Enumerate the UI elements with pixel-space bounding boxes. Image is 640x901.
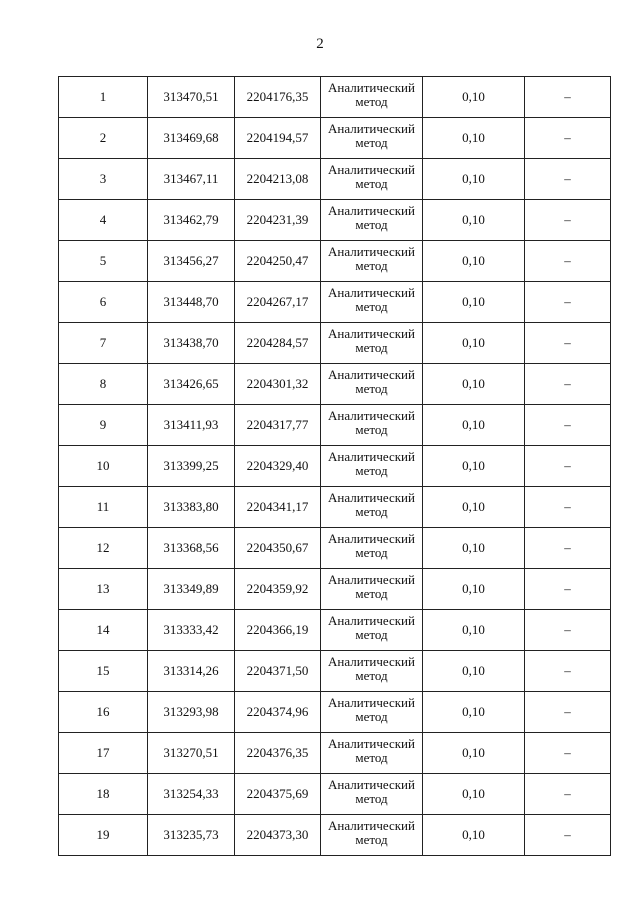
accuracy-cell: 0,10 (423, 364, 525, 405)
method-line-2: метод (355, 299, 388, 314)
method-line-1: Аналитический (328, 736, 415, 751)
y-coordinate-cell: 2204373,30 (235, 815, 321, 856)
table-row (59, 282, 611, 323)
y-coordinate-cell: 2204267,17 (235, 282, 321, 323)
x-coordinate-cell: 313411,93 (148, 405, 235, 446)
table-row (59, 446, 611, 487)
y-coordinate-cell: 2204375,69 (235, 774, 321, 815)
y-coordinate-cell: 2204376,35 (235, 733, 321, 774)
table-row (59, 815, 611, 856)
note-cell: – (525, 200, 611, 241)
note-cell: – (525, 446, 611, 487)
method-line-2: метод (355, 586, 388, 601)
point-number-cell: 4 (59, 200, 148, 241)
method-line-2: метод (355, 94, 388, 109)
method-line-1: Аналитический (328, 818, 415, 833)
accuracy-cell: 0,10 (423, 282, 525, 323)
method-cell (321, 569, 423, 610)
method-cell (321, 815, 423, 856)
table-row (59, 610, 611, 651)
point-number-cell: 2 (59, 118, 148, 159)
x-coordinate-cell: 313448,70 (148, 282, 235, 323)
table-row (59, 651, 611, 692)
accuracy-cell: 0,10 (423, 692, 525, 733)
coordinates-table (58, 76, 611, 856)
method-cell (321, 405, 423, 446)
method-line-1: Аналитический (328, 777, 415, 792)
note-cell: – (525, 159, 611, 200)
table-row (59, 200, 611, 241)
note-cell: – (525, 692, 611, 733)
method-cell (321, 77, 423, 118)
point-number-cell: 7 (59, 323, 148, 364)
note-cell: – (525, 569, 611, 610)
method-line-2: метод (355, 340, 388, 355)
point-number-cell: 1 (59, 77, 148, 118)
point-number-cell: 17 (59, 733, 148, 774)
method-line-1: Аналитический (328, 244, 415, 259)
note-cell: – (525, 241, 611, 282)
table-row (59, 528, 611, 569)
y-coordinate-cell: 2204301,32 (235, 364, 321, 405)
point-number-cell: 3 (59, 159, 148, 200)
accuracy-cell: 0,10 (423, 405, 525, 446)
accuracy-cell: 0,10 (423, 815, 525, 856)
note-cell: – (525, 323, 611, 364)
y-coordinate-cell: 2204176,35 (235, 77, 321, 118)
method-line-2: метод (355, 422, 388, 437)
note-cell: – (525, 77, 611, 118)
method-line-1: Аналитический (328, 121, 415, 136)
method-cell (321, 200, 423, 241)
method-cell (321, 323, 423, 364)
method-line-2: метод (355, 258, 388, 273)
table-row (59, 77, 611, 118)
method-line-1: Аналитический (328, 572, 415, 587)
point-number-cell: 5 (59, 241, 148, 282)
method-line-1: Аналитический (328, 654, 415, 669)
accuracy-cell: 0,10 (423, 323, 525, 364)
note-cell: – (525, 610, 611, 651)
method-line-2: метод (355, 504, 388, 519)
method-line-1: Аналитический (328, 695, 415, 710)
x-coordinate-cell: 313426,65 (148, 364, 235, 405)
method-line-2: метод (355, 832, 388, 847)
x-coordinate-cell: 313469,68 (148, 118, 235, 159)
y-coordinate-cell: 2204329,40 (235, 446, 321, 487)
note-cell: – (525, 405, 611, 446)
y-coordinate-cell: 2204359,92 (235, 569, 321, 610)
point-number-cell: 16 (59, 692, 148, 733)
method-line-1: Аналитический (328, 326, 415, 341)
y-coordinate-cell: 2204213,08 (235, 159, 321, 200)
method-cell (321, 692, 423, 733)
method-line-1: Аналитический (328, 531, 415, 546)
x-coordinate-cell: 313399,25 (148, 446, 235, 487)
accuracy-cell: 0,10 (423, 118, 525, 159)
method-line-1: Аналитический (328, 367, 415, 382)
table-row (59, 159, 611, 200)
accuracy-cell: 0,10 (423, 241, 525, 282)
method-line-1: Аналитический (328, 162, 415, 177)
method-cell (321, 282, 423, 323)
method-line-2: метод (355, 545, 388, 560)
y-coordinate-cell: 2204194,57 (235, 118, 321, 159)
accuracy-cell: 0,10 (423, 774, 525, 815)
x-coordinate-cell: 313456,27 (148, 241, 235, 282)
method-line-2: метод (355, 176, 388, 191)
x-coordinate-cell: 313235,73 (148, 815, 235, 856)
accuracy-cell: 0,10 (423, 487, 525, 528)
method-cell (321, 241, 423, 282)
coordinates-table-body (59, 77, 611, 856)
table-row (59, 733, 611, 774)
accuracy-cell: 0,10 (423, 569, 525, 610)
point-number-cell: 13 (59, 569, 148, 610)
table-row (59, 405, 611, 446)
method-cell (321, 733, 423, 774)
method-cell (321, 446, 423, 487)
table-row (59, 569, 611, 610)
y-coordinate-cell: 2204250,47 (235, 241, 321, 282)
note-cell: – (525, 774, 611, 815)
x-coordinate-cell: 313270,51 (148, 733, 235, 774)
method-cell (321, 651, 423, 692)
note-cell: – (525, 528, 611, 569)
y-coordinate-cell: 2204317,77 (235, 405, 321, 446)
point-number-cell: 19 (59, 815, 148, 856)
point-number-cell: 9 (59, 405, 148, 446)
method-line-2: метод (355, 709, 388, 724)
method-line-2: метод (355, 627, 388, 642)
table-row (59, 692, 611, 733)
method-line-2: метод (355, 791, 388, 806)
method-line-1: Аналитический (328, 285, 415, 300)
x-coordinate-cell: 313254,33 (148, 774, 235, 815)
x-coordinate-cell: 313333,42 (148, 610, 235, 651)
x-coordinate-cell: 313438,70 (148, 323, 235, 364)
x-coordinate-cell: 313349,89 (148, 569, 235, 610)
note-cell: – (525, 487, 611, 528)
accuracy-cell: 0,10 (423, 610, 525, 651)
note-cell: – (525, 651, 611, 692)
table-row (59, 774, 611, 815)
accuracy-cell: 0,10 (423, 528, 525, 569)
table-row (59, 323, 611, 364)
x-coordinate-cell: 313293,98 (148, 692, 235, 733)
point-number-cell: 11 (59, 487, 148, 528)
method-cell (321, 159, 423, 200)
y-coordinate-cell: 2204231,39 (235, 200, 321, 241)
method-cell (321, 487, 423, 528)
method-line-2: метод (355, 668, 388, 683)
point-number-cell: 12 (59, 528, 148, 569)
method-line-1: Аналитический (328, 203, 415, 218)
method-cell (321, 610, 423, 651)
method-cell (321, 364, 423, 405)
accuracy-cell: 0,10 (423, 446, 525, 487)
y-coordinate-cell: 2204374,96 (235, 692, 321, 733)
x-coordinate-cell: 313467,11 (148, 159, 235, 200)
point-number-cell: 6 (59, 282, 148, 323)
method-cell (321, 118, 423, 159)
method-line-1: Аналитический (328, 490, 415, 505)
method-line-2: метод (355, 135, 388, 150)
accuracy-cell: 0,10 (423, 733, 525, 774)
table-row (59, 118, 611, 159)
x-coordinate-cell: 313383,80 (148, 487, 235, 528)
accuracy-cell: 0,10 (423, 77, 525, 118)
y-coordinate-cell: 2204371,50 (235, 651, 321, 692)
point-number-cell: 14 (59, 610, 148, 651)
y-coordinate-cell: 2204341,17 (235, 487, 321, 528)
method-cell (321, 528, 423, 569)
note-cell: – (525, 815, 611, 856)
note-cell: – (525, 118, 611, 159)
method-line-1: Аналитический (328, 80, 415, 95)
page-number: 2 (316, 36, 324, 52)
x-coordinate-cell: 313462,79 (148, 200, 235, 241)
method-cell (321, 774, 423, 815)
table-row (59, 364, 611, 405)
table-row (59, 241, 611, 282)
y-coordinate-cell: 2204366,19 (235, 610, 321, 651)
note-cell: – (525, 364, 611, 405)
x-coordinate-cell: 313470,51 (148, 77, 235, 118)
method-line-1: Аналитический (328, 408, 415, 423)
accuracy-cell: 0,10 (423, 159, 525, 200)
method-line-1: Аналитический (328, 449, 415, 464)
y-coordinate-cell: 2204284,57 (235, 323, 321, 364)
note-cell: – (525, 282, 611, 323)
x-coordinate-cell: 313314,26 (148, 651, 235, 692)
table-row (59, 487, 611, 528)
method-line-2: метод (355, 217, 388, 232)
method-line-2: метод (355, 381, 388, 396)
method-line-2: метод (355, 463, 388, 478)
note-cell: – (525, 733, 611, 774)
method-line-1: Аналитический (328, 613, 415, 628)
point-number-cell: 10 (59, 446, 148, 487)
point-number-cell: 18 (59, 774, 148, 815)
point-number-cell: 15 (59, 651, 148, 692)
accuracy-cell: 0,10 (423, 651, 525, 692)
x-coordinate-cell: 313368,56 (148, 528, 235, 569)
accuracy-cell: 0,10 (423, 200, 525, 241)
y-coordinate-cell: 2204350,67 (235, 528, 321, 569)
method-line-2: метод (355, 750, 388, 765)
point-number-cell: 8 (59, 364, 148, 405)
